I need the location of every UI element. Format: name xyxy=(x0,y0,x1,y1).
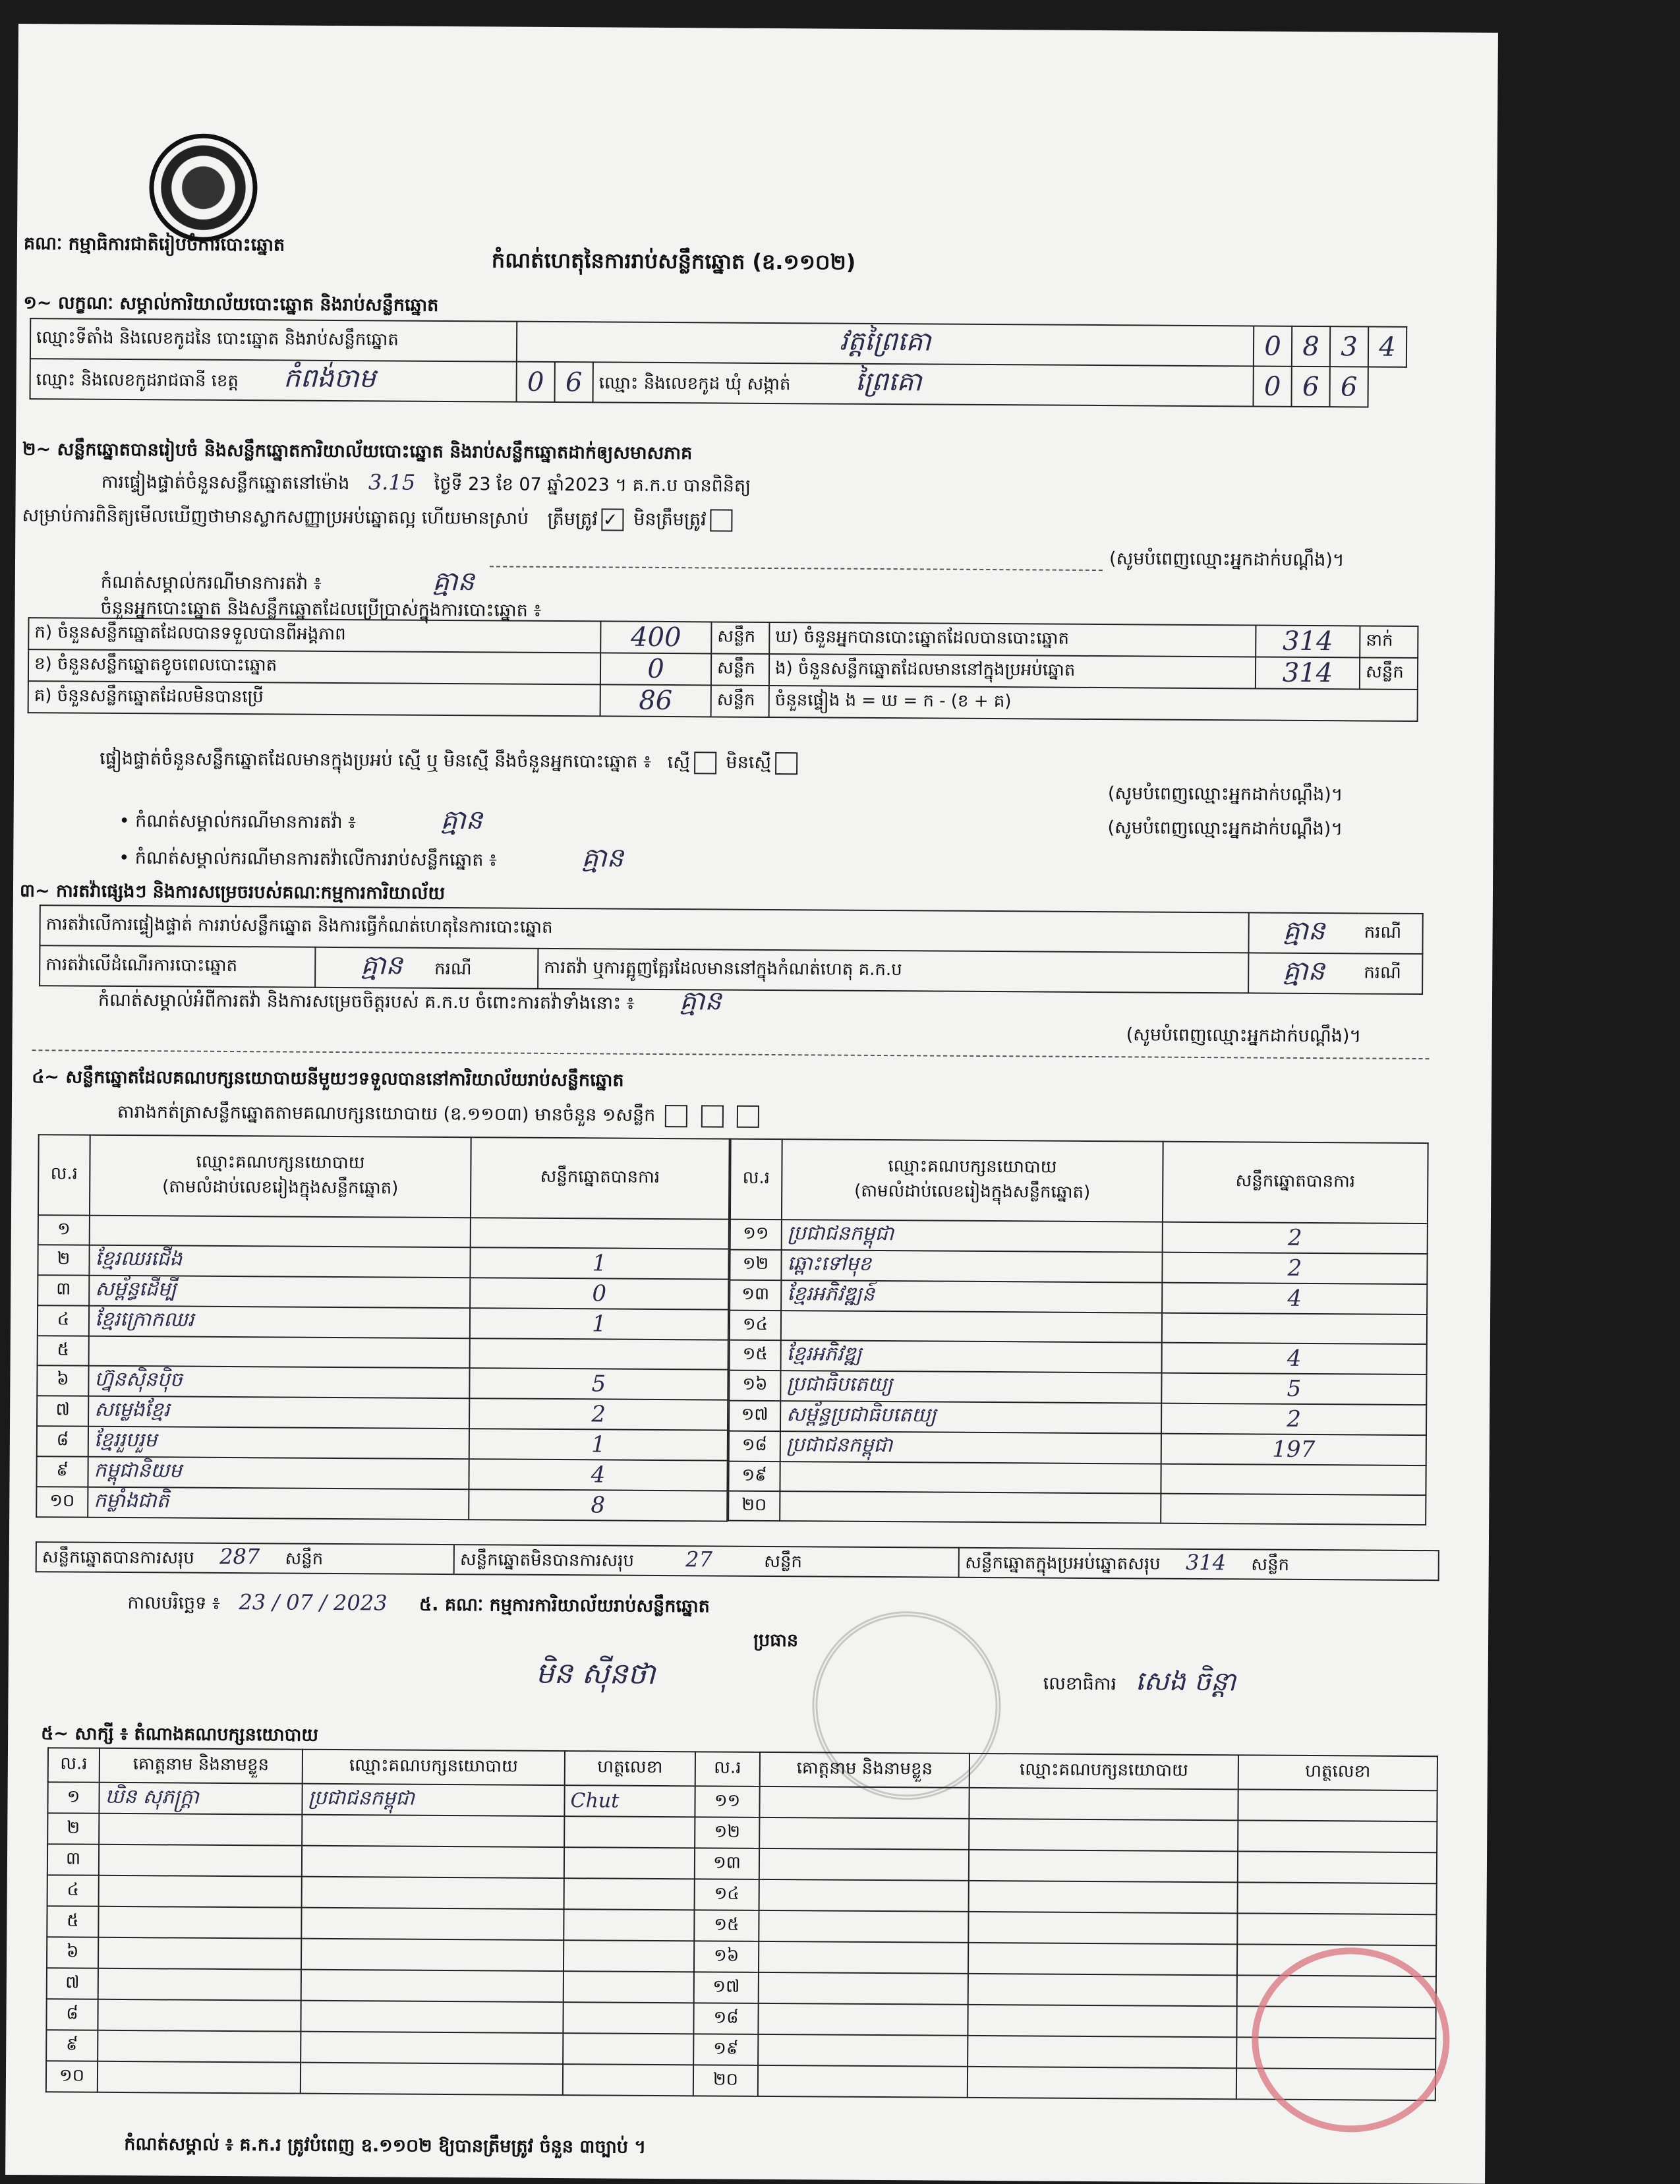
total-valid-cell xyxy=(36,1542,454,1574)
count-e-label: ង) ចំនួនសន្លឹកឆ្នោតដែលមាននៅក្នុងប្រអប់ឆ្នោត xyxy=(769,654,1256,689)
no-checkbox xyxy=(710,509,733,531)
row-number: ៩ xyxy=(36,1456,88,1487)
witness-name-right xyxy=(759,1879,969,1912)
party-votes: 5 xyxy=(469,1368,728,1400)
commune-code-2: 6 xyxy=(1291,367,1329,407)
complaint-row2-unit: ករណី xyxy=(434,959,472,980)
witness-name-right xyxy=(758,2003,968,2036)
section3-summary xyxy=(98,987,722,1015)
witness-signature xyxy=(563,2033,693,2065)
diff-row xyxy=(100,748,801,775)
office-name: វត្តព្រៃគោ xyxy=(517,322,1254,367)
commune-code-1: 0 xyxy=(1253,366,1291,406)
table-row xyxy=(36,1456,727,1490)
party-name: សម្លេងខ្មែរ xyxy=(88,1396,469,1429)
commune-label: ឈ្មោះ និងលេខកូដ ឃុំ សង្កាត់ xyxy=(598,373,791,395)
secretary-signature: សេង ចិន្តា xyxy=(1135,1666,1236,1697)
total-valid: 287 xyxy=(219,1543,260,1570)
count-b-label: ខ) ចំនួនសន្លឹកឆ្នោតខូចពេលបោះឆ្នោត xyxy=(28,649,600,684)
table-row xyxy=(38,1336,728,1369)
chair-signature: មិន ស៊ីនថា xyxy=(535,1656,656,1691)
section1-heading: ១~ លក្ខណៈ សម្គាល់ការិយាល័យបោះឆ្នោត និងរាប់សន្លឹកឆ្នោត xyxy=(23,293,439,316)
votes-col-party xyxy=(90,1135,471,1218)
witness-party-right xyxy=(968,2036,1236,2068)
row-number-right: ១៩ xyxy=(693,2034,758,2065)
district-code-2: 6 xyxy=(555,362,593,402)
diff-no: មិនស្មើ xyxy=(726,752,772,773)
office-label: ឈ្មោះទីតាំង និងលេខកូដនៃ បោះឆ្នោត និងរាប់សន្លឹកឆ្នោត xyxy=(30,318,517,362)
section2-heading: ២~ សន្លឹកឆ្នោតបានរៀបចំ និងសន្លឹកឆ្នោតការិយាល័យបោះឆ្នោត និងរាប់សន្លឹកឆ្នោតដាក់ឲ្យសមាសភាគ xyxy=(22,439,693,464)
witness-col-party-r: ឈ្មោះគណបក្សនយោបាយ xyxy=(970,1754,1238,1789)
party-name: ឆ្ពោះទៅមុខ xyxy=(781,1250,1162,1283)
witness-col-no-r: ល.រ xyxy=(695,1752,760,1786)
party-votes xyxy=(1161,1464,1426,1495)
row-number: ៧ xyxy=(47,1968,98,1999)
line2-yes: ត្រឹមត្រូវ xyxy=(547,508,598,529)
party-votes: 5 xyxy=(1161,1373,1426,1405)
office-code-2: 8 xyxy=(1292,326,1330,367)
party-votes: 8 xyxy=(469,1489,727,1521)
table-row xyxy=(730,1250,1427,1284)
count-d-unit: នាក់ xyxy=(1360,626,1418,658)
diff-text: ផ្ទៀងផ្ទាត់ចំនួនសន្លឹកឆ្នោតដែលមានក្នុងប្រអប់ ស្មើ ឬ មិនស្មើ នឹងចំនួនអ្នកបោះឆ្នោត ៖ xyxy=(100,748,652,773)
witness-signature xyxy=(564,1878,695,1910)
witness-party-right xyxy=(969,1881,1238,1913)
bullet2-label: • កំណត់សម្គាល់ករណីមានការតវ៉ាលើការរាប់សន្លឹកឆ្នោត ៖ xyxy=(119,847,497,871)
complaint-row2-mid-unit: ករណី xyxy=(1358,953,1422,994)
witness-signature-right xyxy=(1237,1913,1436,1945)
witness-party xyxy=(302,1815,564,1847)
section4-heading: ៤~ សន្លឹកឆ្នោតដែលគណបក្សនយោបាយនីមួយៗទទួលបាននៅការិយាល័យរាប់សន្លឹកឆ្នោត xyxy=(32,1067,624,1091)
dotted-line xyxy=(490,566,1103,571)
footer-note: កំណត់សម្គាល់ ៖ គ.ក.រ ត្រូវបំពេញ ឧ.១១០២ ឱ្យបានត្រឹមត្រូវ ចំនួន ៣ច្បាប់ ។ xyxy=(124,2134,647,2158)
witness-party: ប្រជាជនកម្ពុជា xyxy=(302,1784,564,1816)
commune-seal-icon xyxy=(1252,1947,1451,2133)
count-b-unit: សន្លឹក xyxy=(711,653,769,686)
secretary-label: លេខាធិការ xyxy=(1043,1673,1117,1695)
nec-emblem-icon xyxy=(149,133,258,242)
row-number: ៤ xyxy=(47,1875,99,1906)
witness-signature-right xyxy=(1238,1851,1437,1883)
total-box: 314 xyxy=(1185,1549,1227,1576)
bullet1-label: • កំណត់សម្គាល់ករណីមានការតវ៉ា ៖ xyxy=(119,810,357,833)
witness-name-right xyxy=(759,1817,969,1850)
witness-name-right xyxy=(759,1786,969,1819)
party-name: ប្រជាជនកម្ពុជា xyxy=(780,1431,1161,1464)
row-number: ៨ xyxy=(46,1999,98,2030)
row-number: ១២ xyxy=(730,1250,781,1280)
witness-name: ឃិន សុភក្ដ្រា xyxy=(99,1783,302,1815)
witness-party-right xyxy=(969,1819,1238,1851)
row-number-right: ១៣ xyxy=(695,1848,759,1879)
complaint-label: កំណត់សម្គាល់ករណីមានការតវ៉ា ៖ xyxy=(100,572,322,594)
witness-name xyxy=(99,1845,302,1877)
count-formula: ចំនួនផ្ទៀង ង = ឃ = ក - (ខ + គ) xyxy=(769,686,1418,721)
row-number: ៧ xyxy=(37,1396,88,1426)
total-box-unit: សន្លឹក xyxy=(1251,1554,1290,1575)
form-title: កំណត់ហេតុនៃការរាប់សន្លឹកឆ្នោត (ឧ.១១០២) xyxy=(491,247,856,275)
complaint-row1-label: ការតវ៉ាលើការផ្ទៀងផ្ទាត់ ការរាប់សន្លឹកឆ្នោត និងការធ្វើកំណត់ហេតុនៃការបោះឆ្នោត xyxy=(40,905,1248,953)
total-box-label: សន្លឹកឆ្នោតក្នុងប្រអប់ឆ្នោតសរុប xyxy=(965,1552,1161,1574)
votes-col-party-title-r: ឈ្មោះគណបក្សនយោបាយ xyxy=(888,1156,1057,1177)
row-number: ៥ xyxy=(47,1906,98,1937)
total-valid-unit: សន្លឹក xyxy=(285,1549,324,1569)
party-name: ខ្មែរអភិវឌ្ឍន៍ xyxy=(781,1280,1162,1313)
row-number: ៣ xyxy=(47,1844,99,1875)
witness-name-right xyxy=(759,1972,968,2005)
row-number: ៦ xyxy=(37,1365,88,1396)
witness-signature xyxy=(563,2064,693,2096)
complaint-row2-mid-value: គ្មាន xyxy=(1248,953,1358,993)
witness-party-right xyxy=(968,2067,1236,2099)
party-name xyxy=(89,1336,470,1369)
witness-signature-right xyxy=(1238,1820,1437,1852)
total-invalid-unit: សន្លឹក xyxy=(764,1551,803,1572)
total-valid-label: សន្លឹកឆ្នោតបានការសរុប xyxy=(42,1547,194,1568)
witness-signature xyxy=(564,1816,695,1848)
votes-col-votes-r: សន្លឹកឆ្នោតបានការ xyxy=(1163,1142,1428,1224)
complaint-row1-value: គ្មាន xyxy=(1248,912,1358,953)
party-name: ប្រជាធិបតេយ្យ xyxy=(780,1371,1161,1403)
count-e-unit: សន្លឹក xyxy=(1360,657,1418,690)
row-number-right: ១២ xyxy=(695,1817,759,1848)
count-table xyxy=(28,617,1419,722)
sheet-checkbox-2 xyxy=(701,1105,723,1127)
votes-table-right xyxy=(728,1138,1429,1525)
count-c-value: 86 xyxy=(600,684,711,717)
witness-name-right xyxy=(759,1848,969,1881)
party-votes: 4 xyxy=(1162,1343,1427,1374)
party-name: សម្ព័ន្ធប្រជាធិបតេយ្យ xyxy=(780,1401,1161,1434)
party-name: ខ្មែរអភិវឌ្ឍ xyxy=(781,1340,1162,1373)
party-name: ខ្មែរក្រោកឈរ xyxy=(89,1306,470,1339)
hint-3: (សូមបំពេញឈ្មោះអ្នកដាក់បណ្តឹង)។ xyxy=(1107,817,1343,840)
hint-2: (សូមបំពេញឈ្មោះអ្នកដាក់បណ្តឹង)។ xyxy=(1107,783,1343,806)
party-votes: 4 xyxy=(469,1459,727,1490)
witness-col-sign-r: ហត្ថលេខា xyxy=(1238,1755,1437,1790)
witness-signature xyxy=(563,2002,693,2034)
total-invalid: 27 xyxy=(685,1547,713,1572)
party-name: ប្រជាជនកម្ពុជា xyxy=(782,1220,1163,1253)
total-invalid-cell xyxy=(454,1545,960,1578)
office-code-4: 4 xyxy=(1368,327,1406,367)
count-d-value: 314 xyxy=(1256,625,1360,657)
section5-heading: ៥~ សាក្សី ៖ តំណាងគណបក្សនយោបាយ xyxy=(41,1723,319,1746)
table-row xyxy=(730,1220,1428,1254)
table-row xyxy=(730,1311,1427,1344)
section3-heading: ៣~ ការតវ៉ាផ្សេងៗ និងការសម្រេចរបស់គណៈកម្មការការិយាល័យ xyxy=(19,881,446,904)
party-votes: 197 xyxy=(1161,1434,1426,1465)
table-row xyxy=(38,1305,728,1340)
witness-signature: Chut xyxy=(564,1785,695,1817)
row-number: ១៤ xyxy=(730,1311,781,1340)
party-votes: 1 xyxy=(469,1429,728,1460)
witness-party xyxy=(301,2032,563,2064)
party-name: សម្ព័ន្ធដើម្បី xyxy=(89,1276,470,1309)
party-votes: 2 xyxy=(469,1398,728,1430)
row-number: ១៩ xyxy=(728,1461,780,1491)
empty-cell xyxy=(1368,367,1406,407)
party-votes: 2 xyxy=(1163,1222,1428,1254)
row-number: ២០ xyxy=(728,1491,780,1521)
witness-name xyxy=(98,2030,301,2063)
bullet1-value: គ្មាន xyxy=(440,804,483,836)
row-number: ១០ xyxy=(46,2061,98,2092)
table-row xyxy=(730,1340,1427,1374)
complaint-row1-unit: ករណី xyxy=(1358,913,1422,954)
sub-text: តារាងកត់ត្រាសន្លឹកឆ្នោតតាមគណបក្សនយោបាយ (ឧ.១១០៣) មានចំនួន ១សន្លឹក xyxy=(117,1102,656,1126)
witness-name-right xyxy=(758,2065,968,2098)
section4-sub xyxy=(117,1102,763,1128)
party-name: ខ្មែរឈរជើង xyxy=(89,1245,470,1278)
line1-text: ការផ្ទៀងផ្ទាត់ចំនួនសន្លឹកឆ្នោតនៅម៉ោង xyxy=(101,471,350,494)
not-equal-checkbox xyxy=(775,752,797,775)
table-row xyxy=(36,1487,727,1521)
witness-signature xyxy=(564,1847,695,1879)
votes-col-party-title: ឈ្មោះគណបក្សនយោបាយ xyxy=(196,1152,365,1173)
date-value: 23 / 07 / 2023 xyxy=(239,1589,388,1616)
witness-name-right xyxy=(759,1941,968,1974)
witness-party xyxy=(301,1970,564,2002)
witness-party xyxy=(302,1877,564,1909)
row-number: ១៧ xyxy=(729,1401,780,1431)
party-votes xyxy=(1162,1313,1427,1344)
row-number-right: ១៧ xyxy=(694,1972,759,2003)
summary-label: កំណត់សម្គាល់អំពីការតវ៉ា និងការសម្រេចចិត្តរបស់ គ.ក.ប ចំពោះការតវ៉ាទាំងនោះ ៖ xyxy=(98,989,635,1014)
party-name: ហ្វ៊ុនស៊ិនប៉ិច xyxy=(88,1366,469,1399)
complaints-table xyxy=(39,904,1424,995)
row-number: ២ xyxy=(47,1813,99,1844)
row-number: ៣ xyxy=(38,1275,89,1305)
row-number-right: ២០ xyxy=(693,2065,758,2096)
line2-text: សម្រាប់ការពិនិត្យមើលឃើញថាមានស្លាកសញ្ញាប្រអប់ឆ្នោតល្អ ហើយមានស្រាប់ xyxy=(22,505,529,529)
votes-col-no: ល.រ xyxy=(38,1135,90,1215)
row-number: ៥ xyxy=(38,1336,89,1365)
witness-col-name: គោត្តនាម និងនាមខ្លួន xyxy=(100,1748,303,1784)
office-code-3: 3 xyxy=(1330,326,1368,367)
date-row xyxy=(127,1591,710,1617)
witness-col-name-r: គោត្តនាម និងនាមខ្លួន xyxy=(760,1752,970,1788)
witness-signature xyxy=(564,1971,694,2003)
org-name: គណៈ កម្មាធិការជាតិរៀបចំការបោះឆ្នោត xyxy=(23,233,285,256)
commune-cell xyxy=(593,362,1254,406)
party-name xyxy=(90,1216,471,1248)
witness-signature-right xyxy=(1238,1789,1437,1821)
section-divider xyxy=(32,1049,1429,1059)
row-number: ១៣ xyxy=(730,1280,781,1311)
witness-party xyxy=(301,2063,563,2095)
witness-signature xyxy=(564,1909,694,1941)
chair-label: ប្រធាន xyxy=(753,1630,799,1651)
secretary-row xyxy=(1043,1666,1236,1697)
complaint-value: គ្មាន xyxy=(432,566,475,597)
complaint-row2-mid: ការតវ៉ា ឬការត្អូញត្អែរដែលមាននៅក្នុងកំណត់ហេតុ គ.ក.ប xyxy=(538,949,1248,993)
witness-name xyxy=(99,1875,302,1908)
office-code-1: 0 xyxy=(1254,326,1292,366)
witness-party-right xyxy=(968,1912,1237,1944)
row-number: ១៦ xyxy=(729,1371,780,1401)
row-number-right: ១១ xyxy=(695,1786,759,1817)
votes-col-party-sub-r: (តាមលំដាប់លេខរៀងក្នុងសន្លឹកឆ្នោត) xyxy=(854,1181,1091,1202)
witness-signature-right xyxy=(1238,1882,1437,1914)
witness-party-right xyxy=(969,1850,1238,1882)
table-row xyxy=(729,1431,1426,1465)
witness-party-right xyxy=(969,1788,1238,1820)
votes-col-votes: សន្លឹកឆ្នោតបានការ xyxy=(471,1137,730,1219)
party-name xyxy=(780,1491,1161,1523)
party-name xyxy=(781,1311,1162,1343)
party-votes xyxy=(1161,1494,1426,1525)
witness-name xyxy=(98,1937,301,1970)
table-row xyxy=(729,1401,1426,1435)
district-label xyxy=(30,359,517,402)
row-number: ៦ xyxy=(47,1937,98,1968)
row-number-right: ១៨ xyxy=(693,2003,758,2034)
party-votes: 2 xyxy=(1162,1253,1427,1284)
district-name: កំពង់ចាម xyxy=(283,363,376,394)
table-row xyxy=(728,1461,1426,1495)
row-number: ១៨ xyxy=(729,1431,780,1461)
table-row xyxy=(729,1371,1426,1405)
votes-col-no-r: ល.រ xyxy=(730,1139,782,1220)
count-d-label: ឃ) ចំនួនអ្នកបានបោះឆ្នោតដែលបានបោះឆ្នោត xyxy=(769,622,1256,657)
table-row xyxy=(38,1215,729,1249)
table-row xyxy=(38,1245,728,1279)
votes-table-left xyxy=(36,1134,730,1521)
table-row xyxy=(38,1275,728,1309)
complaint-row2-label: ការតវ៉ាលើដំណើរការបោះឆ្នោត xyxy=(40,945,315,988)
district-label-text: ឈ្មោះ និងលេខកូដរាជធានី ខេត្ត xyxy=(36,370,239,392)
witness-party xyxy=(301,1939,564,1971)
summary-value: គ្មាន xyxy=(680,986,722,1017)
row-number: ១០ xyxy=(36,1487,88,1517)
row-number-right: ១៤ xyxy=(695,1879,759,1910)
count-a-value: 400 xyxy=(600,621,711,653)
equal-checkbox xyxy=(694,752,716,774)
votes-totals xyxy=(36,1541,1439,1581)
row-number: ៤ xyxy=(38,1305,89,1336)
complaint-row xyxy=(100,566,475,597)
bullet2-value: គ្មាន xyxy=(581,842,624,873)
row-number-right: ១៥ xyxy=(694,1910,759,1941)
row-number: ១ xyxy=(47,1782,99,1813)
witness-party xyxy=(301,1908,564,1940)
row-number: ១១ xyxy=(730,1220,782,1250)
complaint-row2-value-cell xyxy=(315,947,538,989)
party-name xyxy=(780,1461,1161,1494)
bullet2-row xyxy=(119,844,623,872)
witness-name xyxy=(98,2061,301,2094)
sheet-checkbox-3 xyxy=(737,1106,759,1128)
commune-name: ព្រៃគោ xyxy=(855,366,922,398)
section2-line2 xyxy=(22,505,736,532)
count-a-label: ក) ចំនួនសន្លឹកឆ្នោតដែលបានទទួលបានពីអង្គភាព xyxy=(28,618,600,653)
witness-party xyxy=(302,1846,564,1878)
table-row xyxy=(37,1365,728,1400)
witness-name xyxy=(99,1814,302,1846)
party-name: កម្លាំងជាតិ xyxy=(88,1487,469,1520)
committee-label: ៥. គណៈ កម្មការការិយាល័យរាប់សន្លឹកឆ្នោត xyxy=(419,1594,710,1617)
table-row xyxy=(37,1396,728,1430)
row-number: ៩ xyxy=(46,2030,98,2061)
witness-name-right xyxy=(759,1910,968,1943)
hint-4: (សូមបំពេញឈ្មោះអ្នកដាក់បណ្តឹង)។ xyxy=(1126,1024,1362,1047)
document-page xyxy=(5,24,1498,2184)
total-box-cell xyxy=(959,1548,1439,1580)
line1-time: 3.15 xyxy=(368,469,416,495)
count-a-unit: សន្លឹក xyxy=(711,622,769,654)
party-name: ខ្មែររួបរួម xyxy=(88,1427,469,1460)
witness-table xyxy=(45,1747,1438,2101)
party-votes: 2 xyxy=(1161,1403,1426,1435)
count-b-value: 0 xyxy=(600,653,711,685)
votes-col-party-r xyxy=(782,1139,1163,1222)
hint-1: (សូមបំពេញឈ្មោះអ្នកដាក់បណ្តឹង)។ xyxy=(1109,548,1345,571)
row-number: ១៥ xyxy=(730,1340,781,1371)
line1-rest: ថ្ងៃទី 23 ខែ 07 ឆ្នាំ2023 ។ គ.ក.ប បានពិនិត្យ xyxy=(434,473,751,496)
party-votes: 4 xyxy=(1162,1283,1427,1314)
votes-col-party-sub: (តាមលំដាប់លេខរៀងក្នុងសន្លឹកឆ្នោត) xyxy=(162,1177,399,1198)
party-votes: 0 xyxy=(470,1278,728,1309)
witness-col-party: ឈ្មោះគណបក្សនយោបាយ xyxy=(303,1750,565,1785)
count-c-label: គ) ចំនួនសន្លឹកឆ្នោតដែលមិនបានប្រើ xyxy=(28,681,600,716)
complaint-row2-value: គ្មាន xyxy=(361,950,403,981)
row-number: ១ xyxy=(38,1215,90,1245)
table-row xyxy=(728,1491,1426,1525)
count-c-unit: សន្លឹក xyxy=(711,685,769,717)
district-code-1: 0 xyxy=(517,362,555,402)
witness-party-right xyxy=(968,1974,1237,2006)
yes-checkbox: ✓ xyxy=(602,508,624,531)
witness-signature xyxy=(564,1940,694,1972)
sheet-checkbox-1 xyxy=(665,1105,687,1127)
date-label: កាលបរិច្ឆេទ ៖ xyxy=(127,1593,220,1614)
party-votes xyxy=(470,1338,728,1369)
witness-col-no: ល.រ xyxy=(48,1748,100,1782)
section2-note: ចំនួនអ្នកបោះឆ្នោត និងសន្លឹកឆ្នោតដែលប្រើប្រាស់ក្នុងការបោះឆ្នោត ៖ xyxy=(100,597,542,621)
party-votes: 1 xyxy=(470,1308,728,1340)
section1-table xyxy=(30,318,1408,408)
section2-line1 xyxy=(101,470,751,497)
table-row xyxy=(730,1280,1427,1314)
party-votes xyxy=(471,1218,729,1249)
count-e-value: 314 xyxy=(1256,657,1360,689)
witness-name xyxy=(98,1968,301,2001)
witness-party-right xyxy=(968,2005,1236,2037)
total-invalid-label: សន្លឹកឆ្នោតមិនបានការសរុប xyxy=(459,1550,635,1571)
witness-name-right xyxy=(758,2034,968,2067)
bullet1-row xyxy=(119,804,483,836)
line2-no: មិនត្រឹមត្រូវ xyxy=(633,509,707,530)
witness-name xyxy=(98,1906,301,1939)
row-number: ២ xyxy=(38,1245,89,1275)
witness-party xyxy=(301,2001,563,2033)
table-row xyxy=(37,1426,728,1460)
party-votes: 1 xyxy=(470,1247,728,1279)
party-name: កម្ពុជានិយម xyxy=(88,1457,469,1490)
witness-party-right xyxy=(968,1943,1237,1975)
witness-col-sign: ហត្ថលេខា xyxy=(565,1751,695,1786)
row-number-right: ១៦ xyxy=(694,1941,759,1972)
witness-name xyxy=(98,1999,301,2032)
row-number: ៨ xyxy=(37,1426,88,1456)
commune-code-3: 6 xyxy=(1329,367,1368,407)
diff-yes: ស្មើ xyxy=(667,752,690,773)
